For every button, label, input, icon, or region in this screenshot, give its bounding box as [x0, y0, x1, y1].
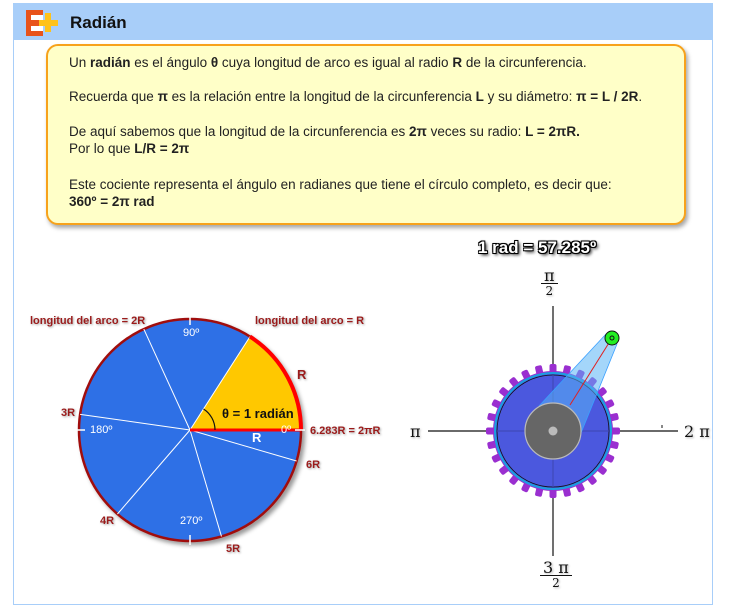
page-title: Radián [70, 13, 127, 32]
bold-text: 2π [408, 124, 427, 139]
radian-gear [428, 306, 678, 556]
text: . [638, 89, 643, 104]
text: cuya longitud de arco es igual al radio [218, 55, 453, 70]
6r-label: 6R [306, 459, 321, 471]
pi-half-numerator: π [541, 268, 558, 284]
bold-text: θ [210, 55, 219, 70]
angle-handle[interactable] [605, 331, 619, 345]
bold-text: π = L / 2R [576, 89, 639, 104]
text: Un [69, 55, 91, 70]
radius-r-label: R [252, 430, 262, 445]
bold-text: 360º = 2π rad [69, 194, 155, 209]
4r-label: 4R [100, 515, 115, 527]
axis-label-2pi: 2 π [684, 422, 710, 441]
axis-label-pi: π [410, 422, 421, 441]
axis-label-3pi-half [540, 560, 572, 591]
arc-r-letter: R [297, 367, 307, 382]
text: veces su radio: [426, 124, 526, 139]
arc-r-label: longitud del arco = R [255, 315, 365, 327]
radian-degrees-readout: 1 rad = 57.285º [478, 238, 597, 257]
arc-2r-label: longitud del arco = 2R [30, 315, 146, 327]
text: de la circunferencia. [462, 55, 587, 70]
bold-text: L = 2πR. [525, 124, 580, 139]
bold-text: R [452, 55, 463, 70]
bold-text: π [157, 89, 168, 104]
text: y su diámetro: [483, 89, 577, 104]
pi-half-denominator: 2 [545, 284, 554, 298]
text: es la relación entre la longitud de la circunferencia [167, 89, 476, 104]
full-circle-label: 6.283R = 2πR [310, 425, 381, 437]
axis-label-pi-half [541, 268, 558, 299]
text: es el ángulo [130, 55, 211, 70]
text: Recuerda que [69, 89, 158, 104]
bold-text: L [475, 89, 484, 104]
5r-label: 5R [226, 543, 241, 555]
text: Este cociente representa el ángulo en radianes que tiene el círculo completo, es decir que: [69, 177, 612, 192]
3pi-half-numerator: 3 π [540, 560, 572, 576]
deg-90-label: 90º [183, 327, 200, 339]
deg-0-label: 0º [281, 424, 292, 436]
center-dot [549, 427, 558, 436]
3pi-half-denominator: 2 [552, 576, 560, 590]
deg-180-label: 180º [90, 424, 113, 436]
text: Por lo que [69, 141, 135, 156]
deg-270-label: 270º [180, 515, 203, 527]
theta-label: θ = 1 radián [222, 406, 294, 421]
3r-label: 3R [61, 407, 76, 419]
bold-text: L/R = 2π [134, 141, 190, 156]
text: De aquí sabemos que la longitud de la circunferencia es [69, 124, 409, 139]
bold-text: radián [90, 55, 131, 70]
